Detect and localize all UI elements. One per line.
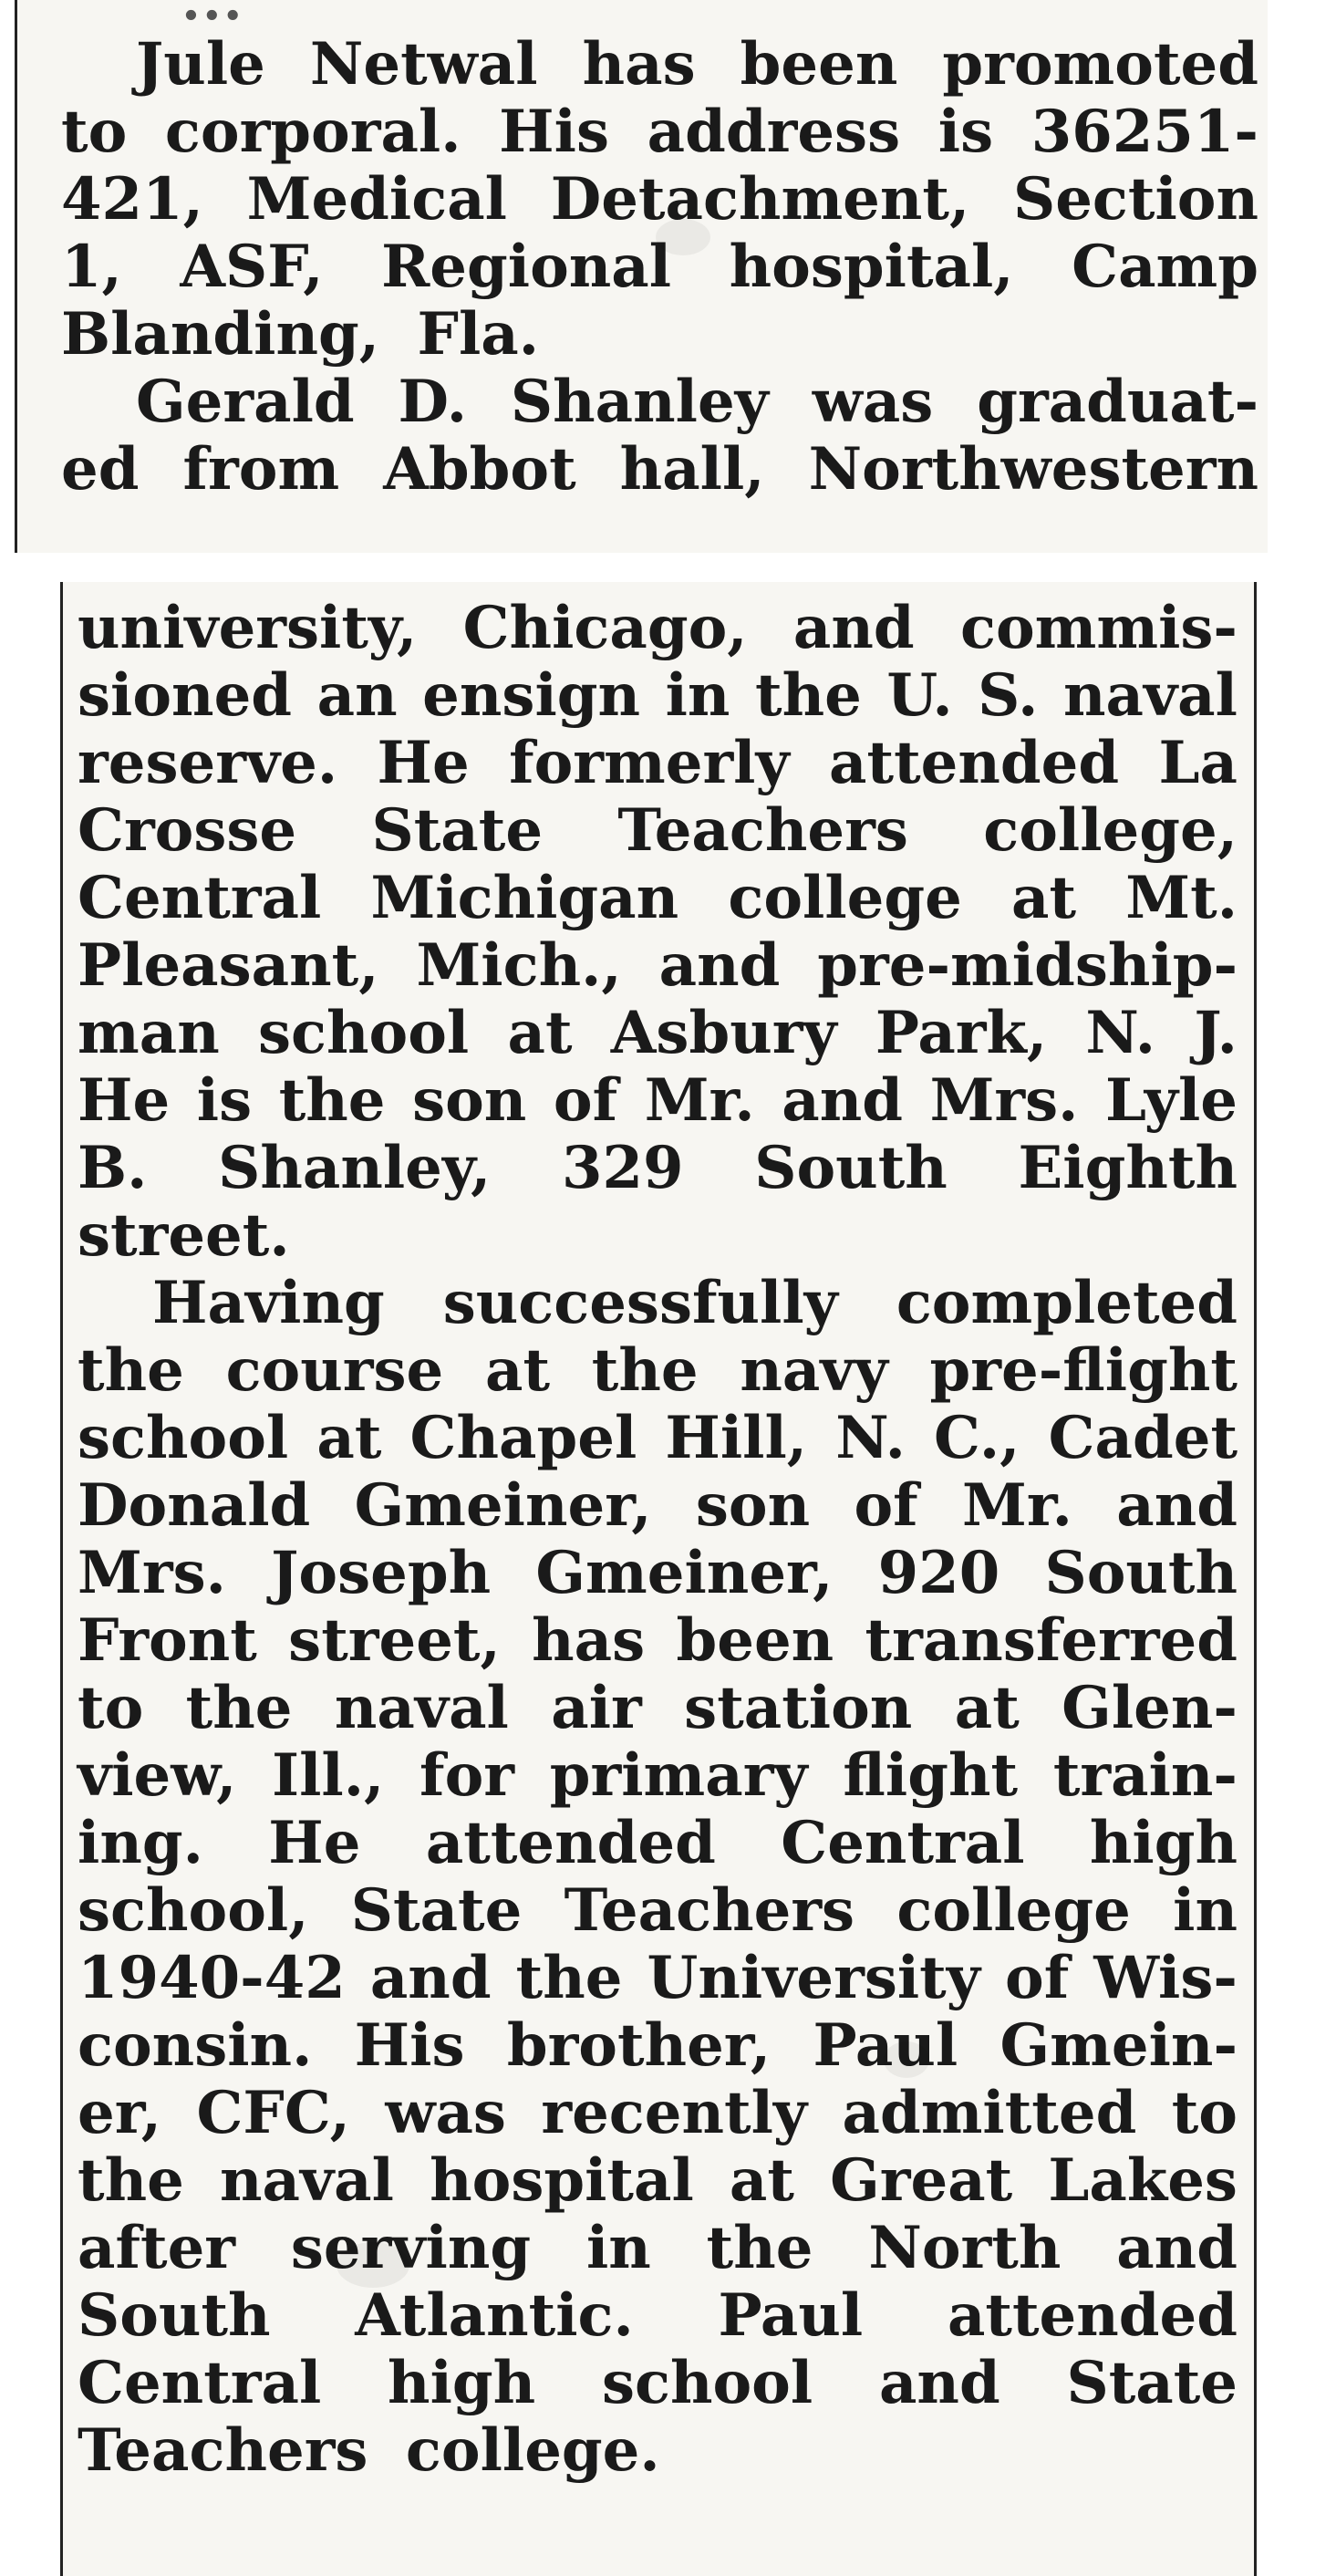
text-line: Central high school and State — [78, 2349, 1238, 2417]
text-line: the naval hospital at Great Lakes — [78, 2146, 1238, 2215]
text-line: 1, ASF, Regional hospital, Camp — [61, 233, 1258, 301]
text-line: Teachers college. — [78, 2416, 660, 2485]
text-line: South Atlantic. Paul attended — [78, 2281, 1238, 2350]
text-line: 1940-42 and the University of Wis- — [78, 1944, 1238, 2012]
text-line: Front street, has been transferred — [78, 1606, 1238, 1675]
text-line: consin. His brother, Paul Gmein- — [78, 2011, 1238, 2080]
text-line: after serving in the North and — [78, 2214, 1238, 2282]
text-line: Pleasant, Mich., and pre-midship- — [78, 931, 1238, 1000]
print-smudge — [337, 2242, 409, 2288]
text-line: Having successfully completed — [152, 1269, 1238, 1337]
article-text-block — [61, 31, 1258, 504]
text-line: street. — [78, 1201, 290, 1270]
print-smudge — [884, 2041, 929, 2078]
text-line: Blanding, Fla. — [61, 300, 540, 369]
text-line: Crosse State Teachers college, — [78, 796, 1238, 865]
text-line: Jule Netwal has been promoted — [136, 30, 1258, 99]
cut-off-text-fragment: ... — [181, 0, 244, 33]
text-line: man school at Asbury Park, N. J. — [78, 999, 1238, 1067]
text-line: to the naval air station at Glen- — [78, 1674, 1238, 1742]
text-line: school at Chapel Hill, N. C., Cadet — [78, 1404, 1238, 1472]
text-line: view, Ill., for primary flight train- — [78, 1741, 1238, 1810]
text-line: B. Shanley, 329 South Eighth — [78, 1134, 1238, 1202]
text-line: the course at the navy pre-flight — [78, 1336, 1238, 1405]
text-line: school, State Teachers college in — [78, 1876, 1238, 1945]
text-line: ed from Abbot hall, Northwestern — [61, 435, 1258, 504]
text-line: Gerald D. Shanley was graduat- — [136, 368, 1258, 436]
text-line: reserve. He formerly attended La — [78, 729, 1238, 797]
text-line: sioned an ensign in the U. S. naval — [78, 661, 1238, 730]
newspaper-clipping-bottom — [60, 582, 1257, 2576]
text-line: to corporal. His address is 36251- — [61, 98, 1258, 166]
text-line: university, Chicago, and commis- — [78, 594, 1238, 662]
text-line: Central Michigan college at Mt. — [78, 864, 1238, 932]
newspaper-clipping-top — [15, 0, 1268, 553]
text-line: He is the son of Mr. and Mrs. Lyle — [78, 1066, 1238, 1135]
print-smudge — [656, 219, 710, 255]
article-text-block — [78, 595, 1238, 2485]
text-line: er, CFC, was recently admitted to — [78, 2079, 1238, 2147]
text-line: 421, Medical Detachment, Section — [61, 165, 1258, 234]
text-line: Mrs. Joseph Gmeiner, 920 South — [78, 1539, 1238, 1607]
text-line: ing. He attended Central high — [78, 1809, 1238, 1877]
text-line: Donald Gmeiner, son of Mr. and — [78, 1471, 1238, 1540]
